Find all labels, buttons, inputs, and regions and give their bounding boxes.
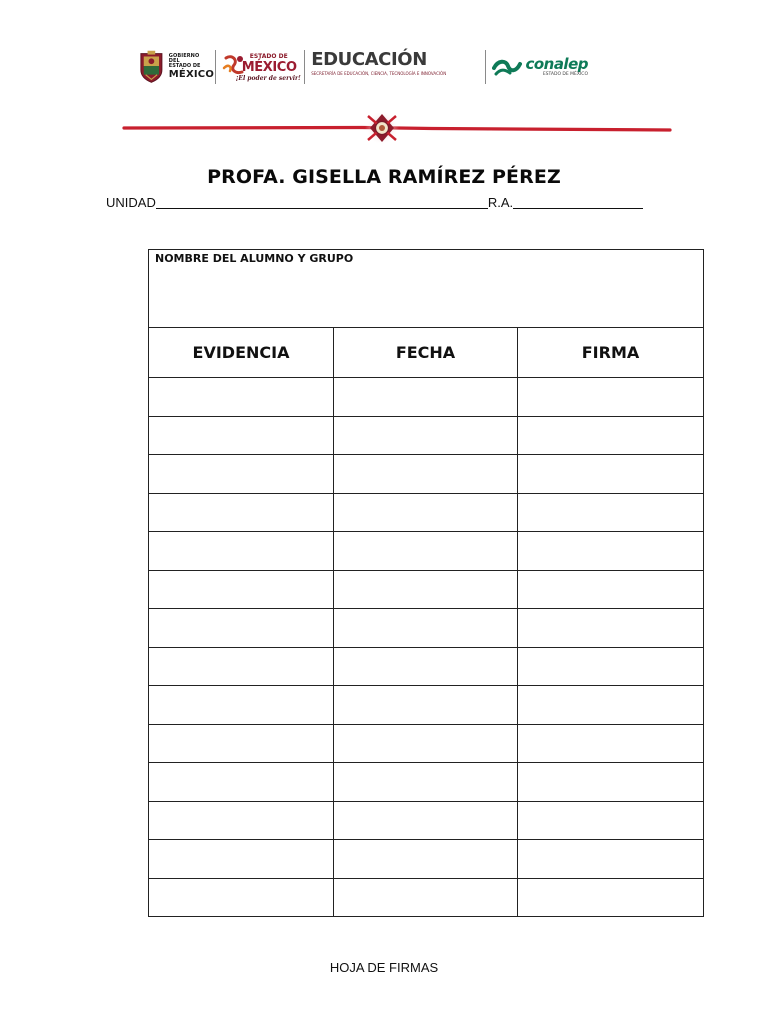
- divider-emblem-icon: [368, 114, 396, 142]
- unidad-blank-line[interactable]: [156, 197, 488, 209]
- unidad-label: UNIDAD: [106, 195, 156, 210]
- header-logo-strip: [138, 46, 588, 88]
- firma-cell[interactable]: [518, 378, 704, 417]
- evidencia-cell[interactable]: [149, 570, 334, 609]
- evidencia-cell[interactable]: [149, 686, 334, 725]
- logo-separator: [485, 50, 486, 84]
- fecha-cell[interactable]: [334, 493, 518, 532]
- signature-table: [148, 249, 704, 917]
- table-row: [149, 570, 704, 609]
- table-row: [149, 647, 704, 686]
- fecha-cell[interactable]: [334, 647, 518, 686]
- fecha-cell[interactable]: [334, 570, 518, 609]
- firma-cell[interactable]: [518, 609, 704, 648]
- table-row: [149, 493, 704, 532]
- table-row: [149, 416, 704, 455]
- educacion-logo: [311, 49, 479, 85]
- evidencia-cell[interactable]: [149, 840, 334, 879]
- evidencia-cell[interactable]: [149, 378, 334, 417]
- conalep-name: conalep: [525, 54, 588, 73]
- logo-separator: [304, 50, 305, 84]
- firma-cell[interactable]: [518, 493, 704, 532]
- evidencia-cell[interactable]: [149, 647, 334, 686]
- column-header-row: [149, 328, 704, 378]
- name-group-field[interactable]: [149, 250, 704, 328]
- firma-cell[interactable]: [518, 416, 704, 455]
- fecha-cell[interactable]: [334, 455, 518, 494]
- fecha-cell[interactable]: [334, 378, 518, 417]
- evidencia-cell[interactable]: [149, 532, 334, 571]
- gobierno-line3: MÉXICO: [168, 69, 215, 80]
- conalep-subtitle: ESTADO DE MÉXICO: [542, 71, 588, 77]
- evidencia-cell[interactable]: [149, 455, 334, 494]
- ra-label: R.A.: [487, 195, 514, 210]
- name-group-label: NOMBRE DEL ALUMNO Y GRUPO: [155, 252, 354, 265]
- educacion-title: EDUCACIÓN: [311, 49, 427, 70]
- firma-cell[interactable]: [518, 878, 704, 917]
- fecha-cell[interactable]: [334, 878, 518, 917]
- evidencia-cell[interactable]: [149, 609, 334, 648]
- gobierno-line1: GOBIERNO DEL: [168, 53, 200, 64]
- firma-cell[interactable]: [518, 532, 704, 571]
- logo-separator: [215, 50, 216, 84]
- firma-cell[interactable]: [518, 763, 704, 802]
- fecha-cell[interactable]: [334, 801, 518, 840]
- fecha-cell[interactable]: [334, 416, 518, 455]
- edomex-line2: MÉXICO: [241, 60, 297, 75]
- unidad-ra-line: [106, 195, 666, 210]
- evidencia-cell[interactable]: [149, 724, 334, 763]
- table-row: [149, 609, 704, 648]
- table-row: [149, 532, 704, 571]
- fecha-cell[interactable]: [334, 763, 518, 802]
- evidencia-cell[interactable]: [149, 493, 334, 532]
- name-group-row: [149, 250, 704, 328]
- firma-cell[interactable]: [518, 801, 704, 840]
- edomex-line1: ESTADO DE: [249, 53, 288, 60]
- fecha-cell[interactable]: [334, 724, 518, 763]
- evidencia-cell[interactable]: [149, 763, 334, 802]
- column-header-fecha: FECHA: [334, 328, 518, 378]
- table-row: [149, 455, 704, 494]
- evidencia-cell[interactable]: [149, 801, 334, 840]
- firma-cell[interactable]: [518, 455, 704, 494]
- decorative-divider: [122, 112, 672, 146]
- table-row: [149, 840, 704, 879]
- fecha-cell[interactable]: [334, 686, 518, 725]
- ra-blank-line[interactable]: [513, 197, 643, 209]
- fecha-cell[interactable]: [334, 840, 518, 879]
- gobierno-logo-text: [168, 53, 215, 80]
- gobierno-seal-icon: [138, 50, 165, 84]
- educacion-subtitle: SECRETARÍA DE EDUCACIÓN, CIENCIA, TECNOLOGÍA E INNOVACIÓN: [311, 71, 447, 76]
- firma-cell[interactable]: [518, 724, 704, 763]
- fecha-cell[interactable]: [334, 609, 518, 648]
- table-row: [149, 686, 704, 725]
- page-footer: HOJA DE FIRMAS: [329, 960, 439, 975]
- column-header-evidencia: EVIDENCIA: [149, 328, 334, 378]
- table-row: [149, 763, 704, 802]
- evidencia-cell[interactable]: [149, 416, 334, 455]
- conalep-emblem-icon: [492, 56, 522, 78]
- table-row: [149, 801, 704, 840]
- conalep-logo: [492, 56, 588, 78]
- firma-cell[interactable]: [518, 840, 704, 879]
- table-row: [149, 878, 704, 917]
- document-title: PROFA. GISELLA RAMÍREZ PÉREZ: [207, 166, 561, 188]
- firma-cell[interactable]: [518, 686, 704, 725]
- edomex-tagline: ¡El poder de servir!: [235, 75, 301, 82]
- table-row: [149, 724, 704, 763]
- firma-cell[interactable]: [518, 570, 704, 609]
- evidencia-cell[interactable]: [149, 878, 334, 917]
- firma-cell[interactable]: [518, 647, 704, 686]
- edomex-logo: [222, 49, 299, 85]
- fecha-cell[interactable]: [334, 532, 518, 571]
- table-row: [149, 378, 704, 417]
- gobierno-line2: ESTADO DE: [168, 63, 201, 69]
- column-header-firma: FIRMA: [518, 328, 704, 378]
